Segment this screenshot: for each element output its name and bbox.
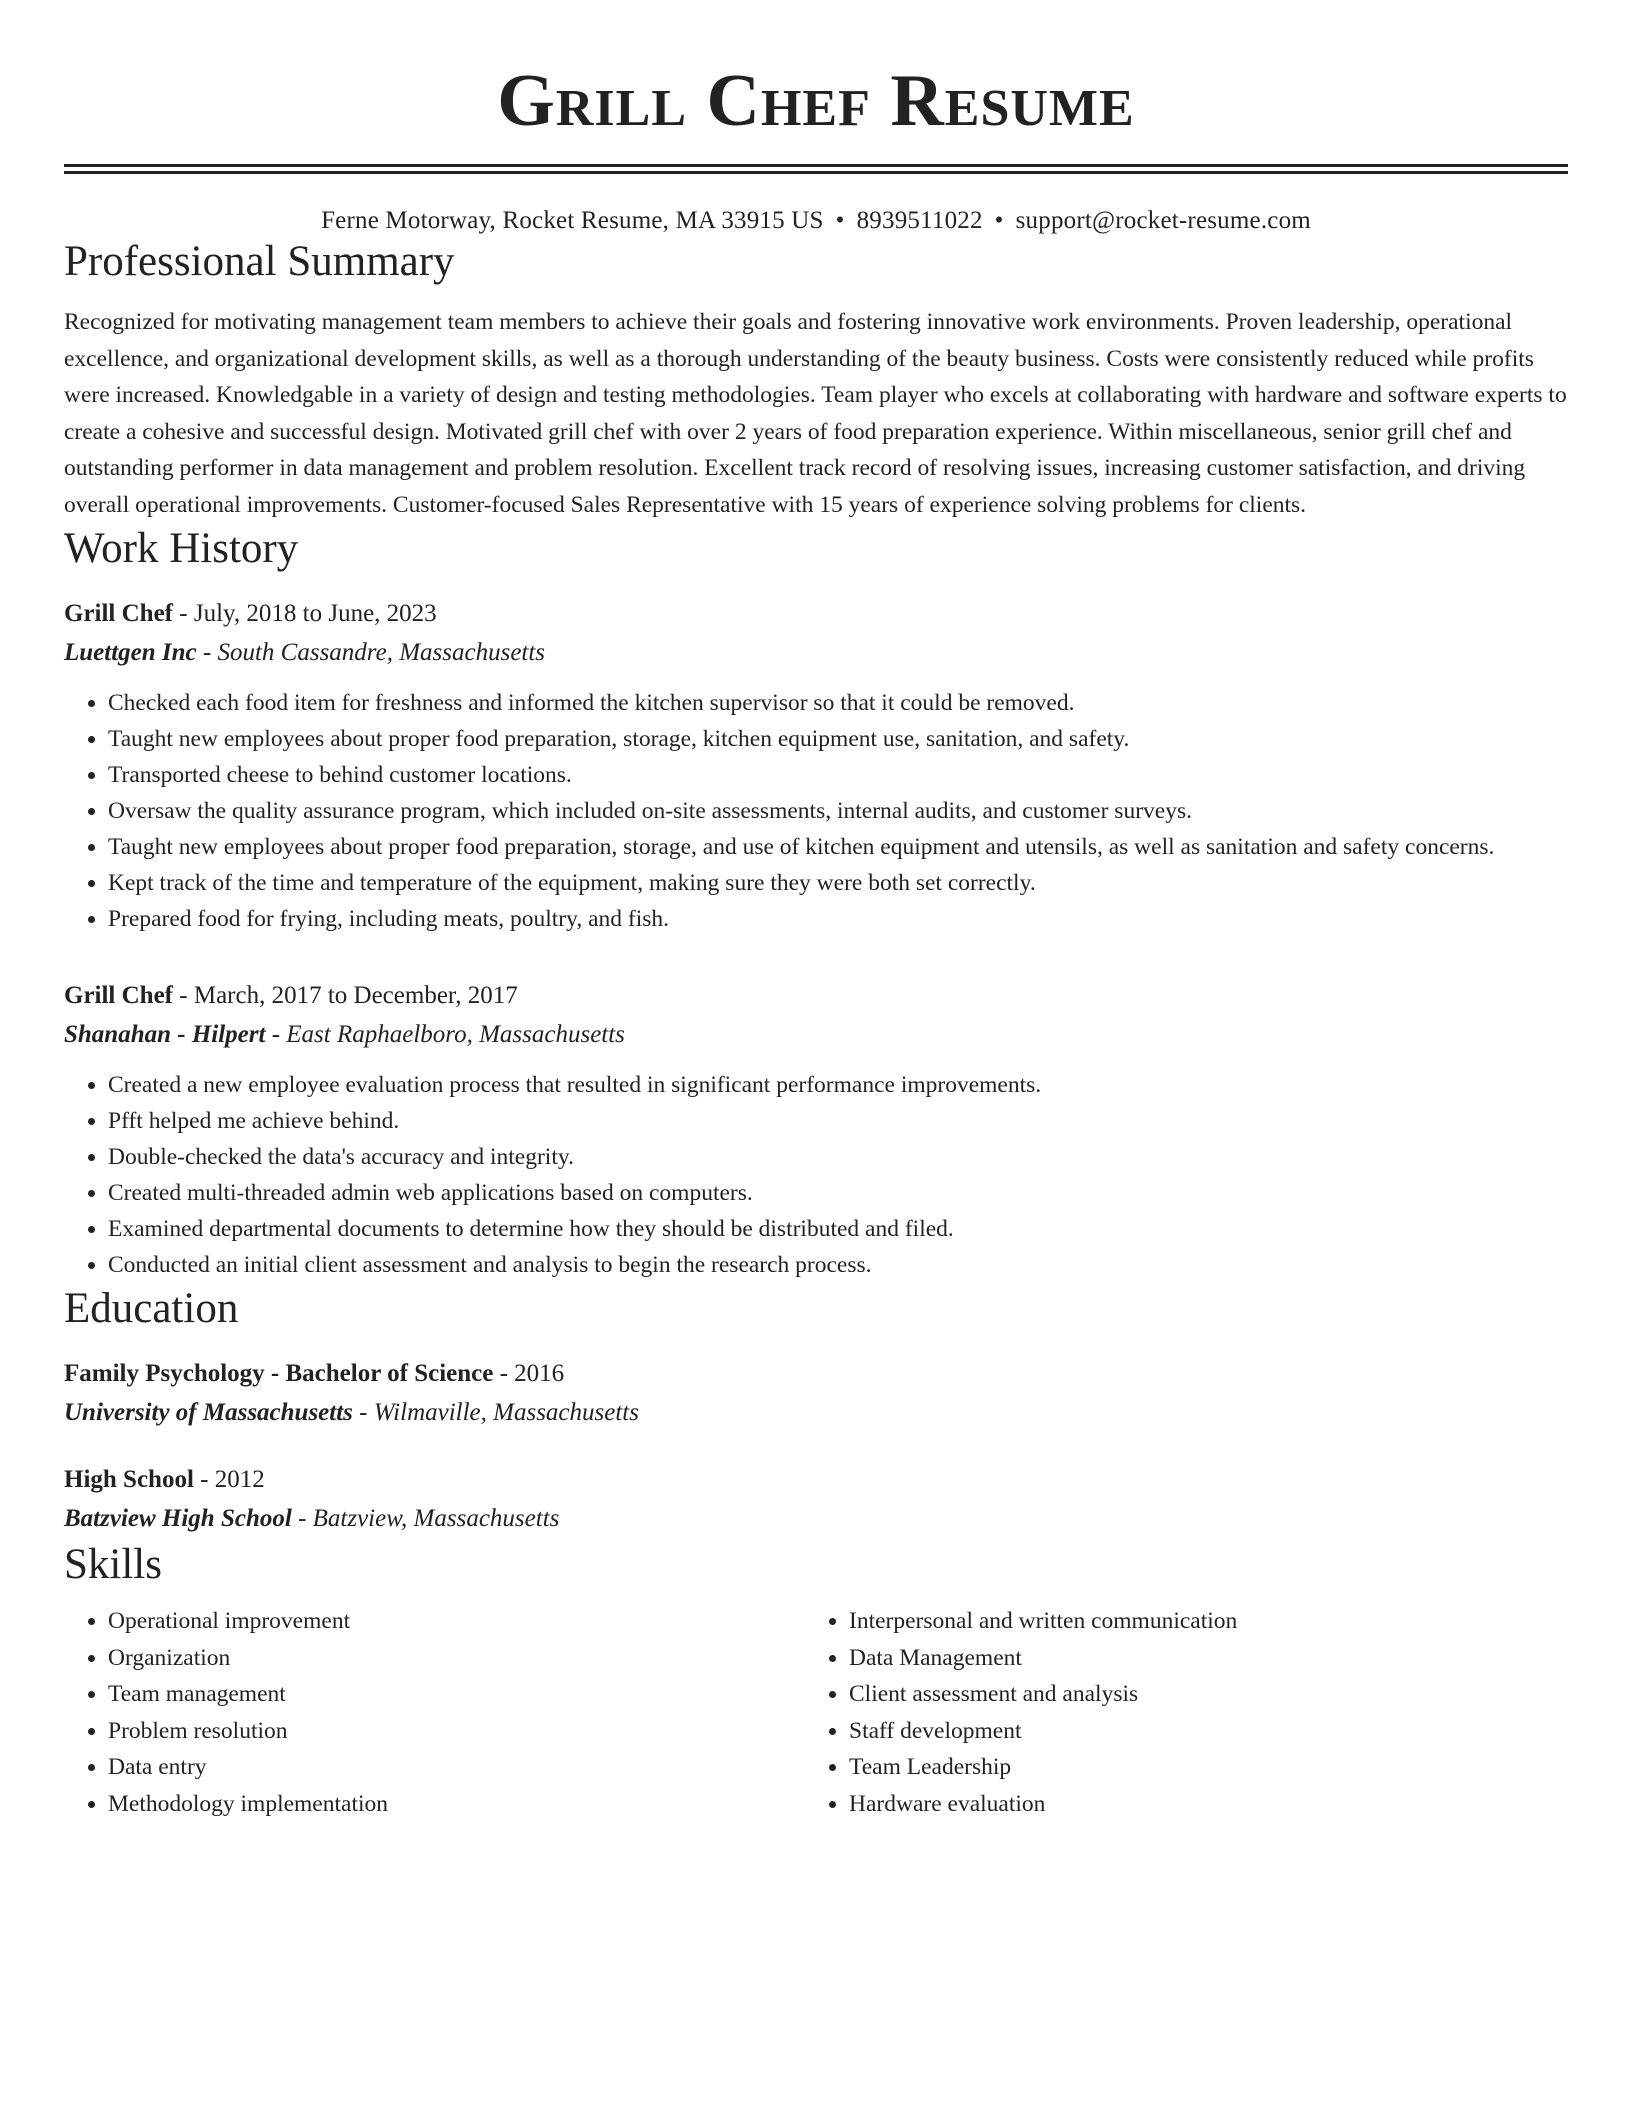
list-item: • Created multi-threaded admin web applications based on computers. <box>108 1175 1568 1211</box>
skill-item: • Hardware evaluation <box>849 1786 1546 1823</box>
contact-email: support@rocket-resume.com <box>1015 207 1311 234</box>
list-item: • Taught new employees about proper food preparation, storage, kitchen equipment use, sanitation, and safety. <box>108 721 1568 757</box>
list-item: • Examined departmental documents to determine how they should be distributed and filed. <box>108 1211 1568 1247</box>
job-duties-list <box>64 685 1568 937</box>
school-location: - Batzview, Massachusetts <box>291 1505 560 1532</box>
school-line <box>64 1393 1568 1433</box>
job-dates: - July, 2018 to June, 2023 <box>173 600 437 627</box>
degree-year: - 2016 <box>493 1360 565 1387</box>
job-entry <box>64 595 1568 937</box>
skill-item: • Data Management <box>849 1640 1546 1677</box>
job-location: - South Cassandre, Massachusetts <box>196 639 546 666</box>
skill-item: • Problem resolution <box>108 1713 805 1750</box>
education-entry <box>64 1461 1568 1539</box>
school-name: Batzview High School <box>64 1505 292 1532</box>
list-item: • Oversaw the quality assurance program, which included on-site assessments, internal audits, and customer surveys. <box>108 793 1568 829</box>
job-company: Shanahan - Hilpert <box>64 1021 266 1048</box>
job-role: Grill Chef <box>64 600 174 627</box>
degree-name: Family Psychology - Bachelor of Science <box>64 1360 494 1387</box>
list-item: • Taught new employees about proper food preparation, storage, and use of kitchen equipment and utensils, as well as sanitation and safety concerns. <box>108 829 1568 865</box>
skill-item: • Methodology implementation <box>108 1786 805 1823</box>
job-company: Luettgen Inc <box>64 639 197 666</box>
skill-item: • Operational improvement <box>108 1603 805 1640</box>
degree-year: - 2012 <box>193 1466 265 1493</box>
skill-item: • Team management <box>108 1676 805 1713</box>
job-location: - East Raphaelboro, Massachusetts <box>265 1021 625 1048</box>
summary-heading: Professional Summary <box>64 238 455 285</box>
skill-item: • Data entry <box>108 1749 805 1786</box>
education-entry <box>64 1355 1568 1433</box>
skill-item: • Organization <box>108 1640 805 1677</box>
title-double-rule <box>64 164 1568 174</box>
summary-text: Recognized for motivating management team members to achieve their goals and fostering innovative work environments. Proven leadership, operational excellence, and organizational development skills, as well as a thorough understanding of the beauty business. Costs were consistently reduced while profits were increased. Knowledgable in a variety of design and testing methodologies. Team player who excels at collaborating with hardware and software experts to create a cohesive and successful design. Motivated grill chef with over 2 years of food preparation experience. Within miscellaneous, senior grill chef and outstanding performer in data management and problem resolution. Excellent track record of resolving issues, increasing customer satisfaction, and driving overall operational improvements. Customer-focused Sales Representative with 15 years of experience solving problems for clients. <box>64 309 1567 518</box>
resume-title: Grill Chef Resume <box>497 60 1135 142</box>
job-dates: - March, 2017 to December, 2017 <box>173 982 518 1009</box>
skills-list-right <box>805 1603 1546 1822</box>
degree-line <box>64 1355 1568 1393</box>
work-history-heading: Work History <box>64 525 299 572</box>
list-item: • Kept track of the time and temperature of the equipment, making sure they were both set correctly. <box>108 865 1568 901</box>
contact-line <box>64 206 1568 236</box>
list-item: • Double-checked the data's accuracy and integrity. <box>108 1139 1568 1175</box>
job-duties-list <box>64 1067 1568 1283</box>
contact-phone: 8939511022 <box>856 207 983 234</box>
skill-item: • Interpersonal and written communication <box>849 1603 1546 1640</box>
list-item: • Transported cheese to behind customer locations. <box>108 757 1568 793</box>
list-item: • Conducted an initial client assessment and analysis to begin the research process. <box>108 1247 1568 1283</box>
job-company-line <box>64 1015 1568 1055</box>
list-item: • Checked each food item for freshness and informed the kitchen supervisor so that it could be removed. <box>108 685 1568 721</box>
job-role: Grill Chef <box>64 982 174 1009</box>
skill-item: • Team Leadership <box>849 1749 1546 1786</box>
school-name: University of Massachusetts <box>64 1399 353 1426</box>
skills-columns <box>64 1603 1568 1822</box>
contact-separator: • <box>994 207 1004 234</box>
job-company-line <box>64 633 1568 673</box>
contact-separator: • <box>835 207 845 234</box>
job-entry <box>64 977 1568 1283</box>
school-location: - Wilmaville, Massachusetts <box>352 1399 639 1426</box>
list-item: • Created a new employee evaluation process that resulted in significant performance improvements. <box>108 1067 1568 1103</box>
skill-item: • Staff development <box>849 1713 1546 1750</box>
skills-heading: Skills <box>64 1541 162 1588</box>
school-line <box>64 1499 1568 1539</box>
skill-item: • Client assessment and analysis <box>849 1676 1546 1713</box>
job-title-line <box>64 977 1568 1015</box>
job-title-line <box>64 595 1568 633</box>
skills-list-left <box>64 1603 805 1822</box>
contact-address: Ferne Motorway, Rocket Resume, MA 33915 US <box>321 207 824 234</box>
degree-line <box>64 1461 1568 1499</box>
education-heading: Education <box>64 1285 239 1332</box>
degree-name: High School <box>64 1466 194 1493</box>
list-item: • Prepared food for frying, including meats, poultry, and fish. <box>108 901 1568 937</box>
list-item: • Pfft helped me achieve behind. <box>108 1103 1568 1139</box>
